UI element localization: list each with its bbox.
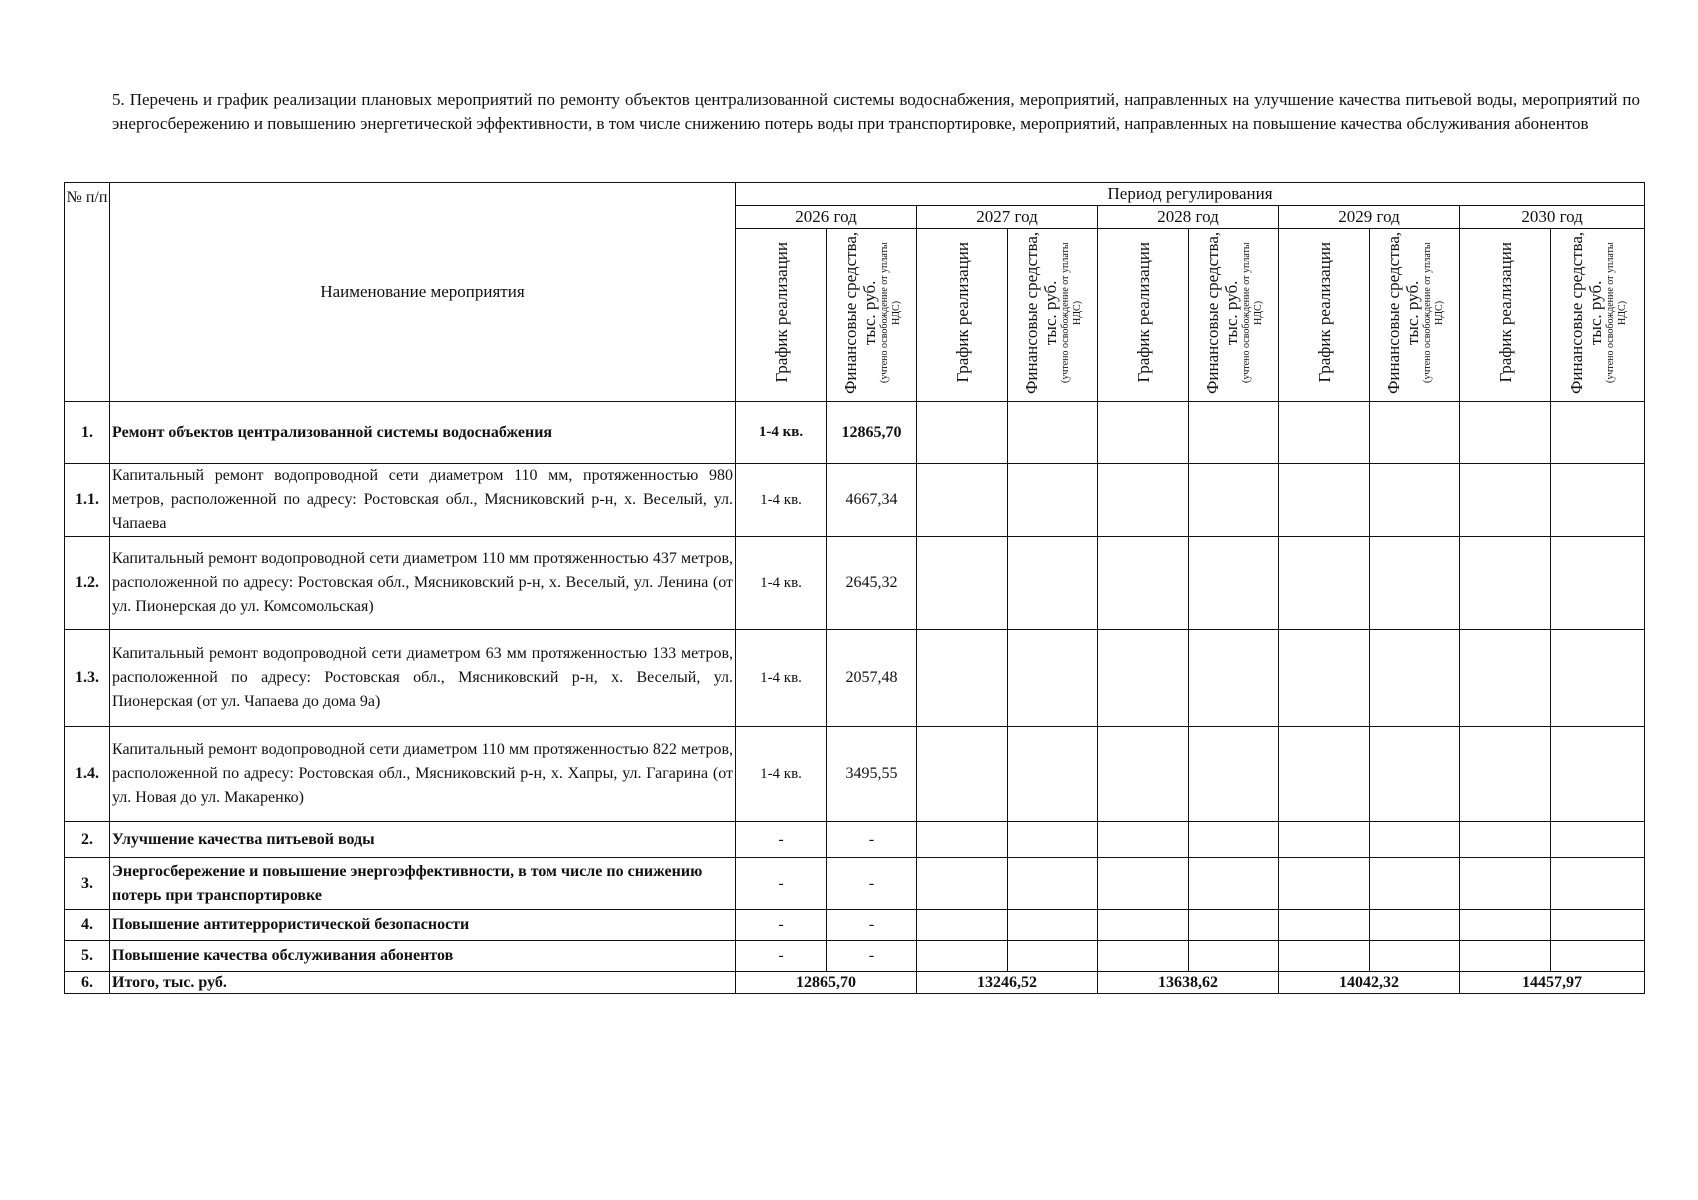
empty-cell <box>1551 630 1645 727</box>
empty-cell <box>1460 727 1551 822</box>
plan-table <box>64 182 1645 994</box>
row-name: Повышение антитеррористической безопасности <box>110 910 736 941</box>
empty-cell <box>1098 858 1189 910</box>
row-schedule: 1-4 кв. <box>736 630 827 727</box>
empty-cell <box>1189 630 1279 727</box>
empty-cell <box>1370 727 1460 822</box>
empty-cell <box>1008 464 1098 537</box>
row-name: Энергосбережение и повышение энергоэффективности, в том числе по снижению потерь при транспортировке <box>110 858 736 910</box>
empty-cell <box>1370 464 1460 537</box>
empty-cell <box>1008 537 1098 630</box>
row-finance: - <box>827 910 917 941</box>
row-name: Капитальный ремонт водопроводной сети диаметром 110 мм протяженностью 437 метров, расположенной по адресу: Ростовская обл., Мясниковский р-н, х. Веселый, ул. Ленина (от ул. Пионерская до ул. Комсомольская) <box>110 537 736 630</box>
empty-cell <box>917 727 1008 822</box>
empty-cell <box>1460 858 1551 910</box>
empty-cell <box>1279 464 1370 537</box>
row-number: 1. <box>65 402 110 464</box>
empty-cell <box>1189 941 1279 972</box>
row-schedule: - <box>736 910 827 941</box>
total-row <box>65 972 1645 994</box>
empty-cell <box>1008 941 1098 972</box>
finance-header: Финансовые средства, тыс. руб. (учтено освобождение от уплаты НДС) <box>1551 229 1645 402</box>
schedule-header: График реализации <box>1098 229 1189 402</box>
empty-cell <box>1370 910 1460 941</box>
row-schedule: 1-4 кв. <box>736 727 827 822</box>
empty-cell <box>1551 910 1645 941</box>
row-schedule: 1-4 кв. <box>736 464 827 537</box>
empty-cell <box>1189 464 1279 537</box>
empty-cell <box>917 630 1008 727</box>
row-finance: 3495,55 <box>827 727 917 822</box>
row-schedule: - <box>736 822 827 858</box>
empty-cell <box>1460 822 1551 858</box>
total-value: 13246,52 <box>917 972 1098 994</box>
total-label: Итого, тыс. руб. <box>110 972 736 994</box>
empty-cell <box>917 910 1008 941</box>
empty-cell <box>1008 910 1098 941</box>
empty-cell <box>1370 941 1460 972</box>
total-value: 13638,62 <box>1098 972 1279 994</box>
empty-cell <box>917 941 1008 972</box>
row-finance: 2645,32 <box>827 537 917 630</box>
row-number: 4. <box>65 910 110 941</box>
empty-cell <box>1551 537 1645 630</box>
empty-cell <box>917 402 1008 464</box>
empty-cell <box>917 537 1008 630</box>
empty-cell <box>1189 727 1279 822</box>
empty-cell <box>1098 941 1189 972</box>
row-number: 1.4. <box>65 727 110 822</box>
empty-cell <box>1008 727 1098 822</box>
table-row <box>65 537 1645 630</box>
period-header: Период регулирования <box>736 183 1645 206</box>
row-name: Ремонт объектов централизованной системы водоснабжения <box>110 402 736 464</box>
empty-cell <box>1551 822 1645 858</box>
row-schedule: - <box>736 858 827 910</box>
empty-cell <box>1279 822 1370 858</box>
empty-cell <box>1551 941 1645 972</box>
schedule-header: График реализации <box>1460 229 1551 402</box>
row-finance: - <box>827 941 917 972</box>
table-row <box>65 464 1645 537</box>
empty-cell <box>1008 822 1098 858</box>
empty-cell <box>1279 630 1370 727</box>
num-header: № п/п <box>65 183 110 402</box>
empty-cell <box>1460 402 1551 464</box>
empty-cell <box>1460 537 1551 630</box>
total-value: 14042,32 <box>1279 972 1460 994</box>
empty-cell <box>1189 402 1279 464</box>
empty-cell <box>1279 858 1370 910</box>
empty-cell <box>1189 910 1279 941</box>
empty-cell <box>1279 910 1370 941</box>
table-row <box>65 941 1645 972</box>
empty-cell <box>1189 858 1279 910</box>
row-finance: 2057,48 <box>827 630 917 727</box>
finance-header: Финансовые средства, тыс. руб. (учтено освобождение от уплаты НДС) <box>827 229 917 402</box>
empty-cell <box>1008 630 1098 727</box>
empty-cell <box>1370 630 1460 727</box>
row-finance: 4667,34 <box>827 464 917 537</box>
empty-cell <box>1370 822 1460 858</box>
empty-cell <box>1460 630 1551 727</box>
empty-cell <box>1279 727 1370 822</box>
row-number: 5. <box>65 941 110 972</box>
empty-cell <box>1098 822 1189 858</box>
empty-cell <box>1008 402 1098 464</box>
table-row <box>65 858 1645 910</box>
row-number: 1.3. <box>65 630 110 727</box>
row-schedule: - <box>736 941 827 972</box>
row-number: 2. <box>65 822 110 858</box>
year-header: 2027 год <box>917 206 1098 229</box>
empty-cell <box>1370 858 1460 910</box>
empty-cell <box>1460 464 1551 537</box>
schedule-header: График реализации <box>917 229 1008 402</box>
empty-cell <box>917 464 1008 537</box>
finance-header: Финансовые средства, тыс. руб. (учтено освобождение от уплаты НДС) <box>1008 229 1098 402</box>
empty-cell <box>1370 402 1460 464</box>
empty-cell <box>1098 727 1189 822</box>
row-name: Повышение качества обслуживания абонентов <box>110 941 736 972</box>
empty-cell <box>917 858 1008 910</box>
schedule-header: График реализации <box>736 229 827 402</box>
row-number: 1.1. <box>65 464 110 537</box>
empty-cell <box>1098 464 1189 537</box>
year-header: 2030 год <box>1460 206 1645 229</box>
year-header: 2026 год <box>736 206 917 229</box>
total-value: 12865,70 <box>736 972 917 994</box>
finance-header: Финансовые средства, тыс. руб. (учтено освобождение от уплаты НДС) <box>1189 229 1279 402</box>
empty-cell <box>1189 822 1279 858</box>
document-heading: 5. Перечень и график реализации плановых мероприятий по ремонту объектов централизованной системы водоснабжения, мероприятий, направленных на улучшение качества питьевой воды, мероприятий по энергосбережению и повышению энергетической эффективности, в том числе снижению потерь воды при транспортировке, мероприятий, направленных на повышение качества обслуживания абонентов <box>112 90 1640 133</box>
empty-cell <box>1551 858 1645 910</box>
total-value: 14457,97 <box>1460 972 1645 994</box>
empty-cell <box>1098 402 1189 464</box>
empty-cell <box>917 822 1008 858</box>
row-name: Капитальный ремонт водопроводной сети диаметром 110 мм, протяженностью 980 метров, расположенной по адресу: Ростовская обл., Мясниковский р-н, х. Веселый, ул. Чапаева <box>110 464 736 537</box>
row-name: Улучшение качества питьевой воды <box>110 822 736 858</box>
table-row <box>65 822 1645 858</box>
schedule-header: График реализации <box>1279 229 1370 402</box>
empty-cell <box>1008 858 1098 910</box>
finance-header: Финансовые средства, тыс. руб. (учтено освобождение от уплаты НДС) <box>1370 229 1460 402</box>
empty-cell <box>1279 402 1370 464</box>
empty-cell <box>1551 727 1645 822</box>
empty-cell <box>1098 630 1189 727</box>
row-finance: - <box>827 858 917 910</box>
empty-cell <box>1460 910 1551 941</box>
row-name: Капитальный ремонт водопроводной сети диаметром 63 мм протяженностью 133 метров, расположенной по адресу: Ростовская обл., Мясниковский р-н, х. Веселый, ул. Пионерская (от ул. Чапаева до дома 9а) <box>110 630 736 727</box>
row-finance: - <box>827 822 917 858</box>
row-schedule: 1-4 кв. <box>736 537 827 630</box>
row-number: 6. <box>65 972 110 994</box>
empty-cell <box>1551 464 1645 537</box>
empty-cell <box>1460 941 1551 972</box>
empty-cell <box>1370 537 1460 630</box>
row-name: Капитальный ремонт водопроводной сети диаметром 110 мм протяженностью 822 метров, расположенной по адресу: Ростовская обл., Мясниковский р-н, х. Хапры, ул. Гагарина (от ул. Новая до ул. Макаренко) <box>110 727 736 822</box>
row-number: 1.2. <box>65 537 110 630</box>
empty-cell <box>1098 910 1189 941</box>
empty-cell <box>1551 402 1645 464</box>
empty-cell <box>1279 941 1370 972</box>
year-header: 2028 год <box>1098 206 1279 229</box>
table-row <box>65 402 1645 464</box>
table-row <box>65 910 1645 941</box>
name-header: Наименование мероприятия <box>110 183 736 402</box>
row-schedule: 1-4 кв. <box>736 402 827 464</box>
table-row <box>65 630 1645 727</box>
row-finance: 12865,70 <box>827 402 917 464</box>
year-header: 2029 год <box>1279 206 1460 229</box>
table-row <box>65 727 1645 822</box>
empty-cell <box>1098 537 1189 630</box>
row-number: 3. <box>65 858 110 910</box>
empty-cell <box>1279 537 1370 630</box>
empty-cell <box>1189 537 1279 630</box>
